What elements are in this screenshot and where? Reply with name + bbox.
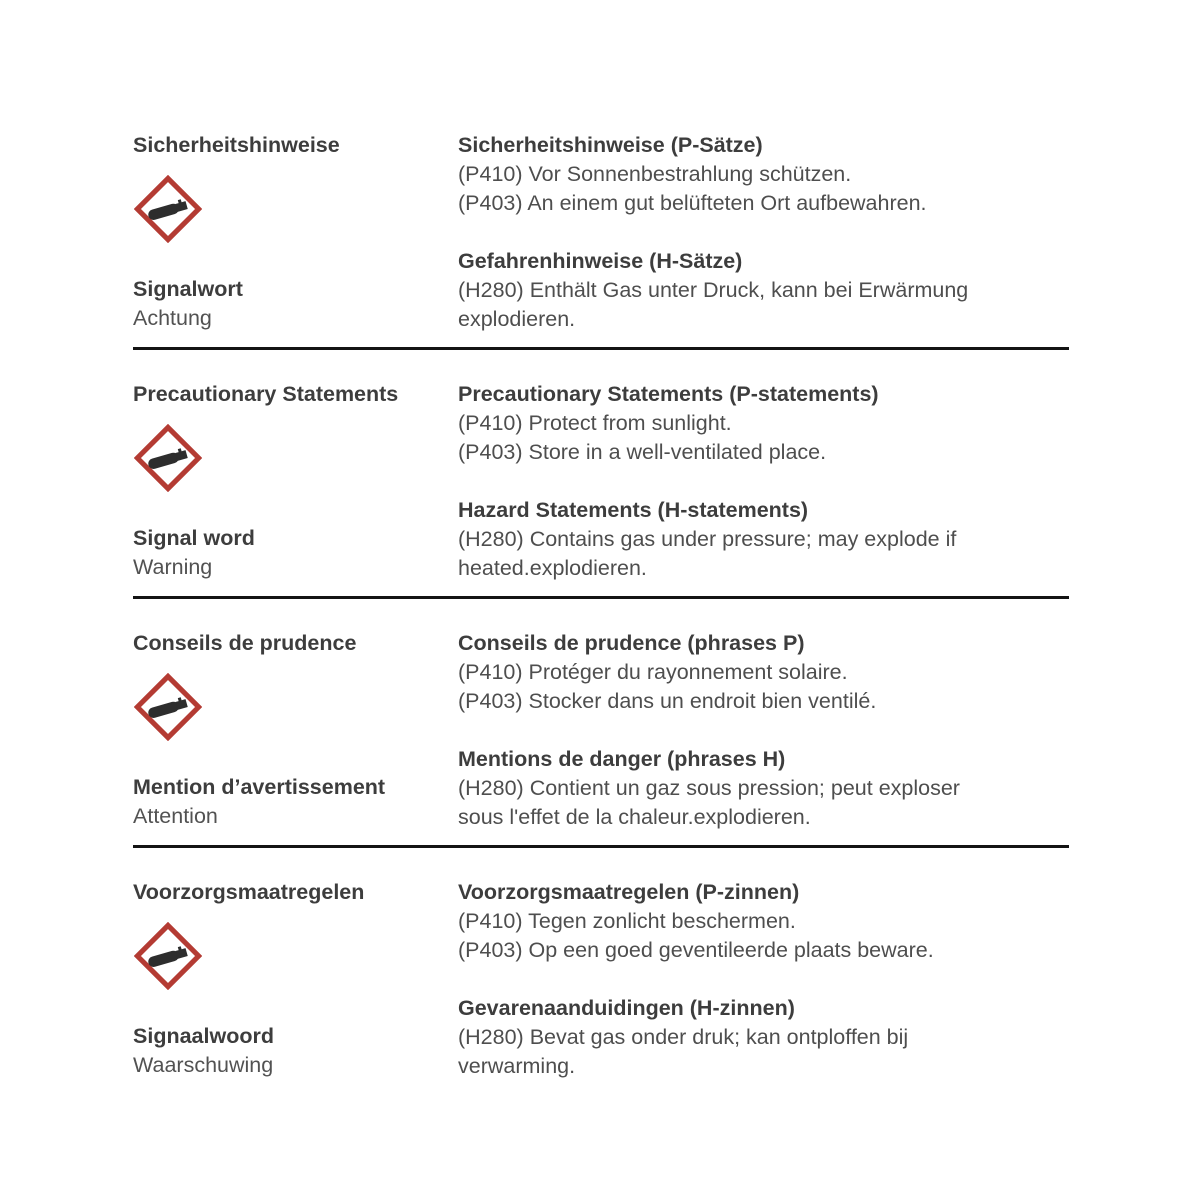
h280-statement-line-1: (H280) Enthält Gas unter Druck, kann bei Erwärmung: [458, 278, 969, 302]
ghs04-gas-cylinder-icon: [134, 673, 202, 741]
h280-statement-line-2: verwarming.: [458, 1054, 576, 1078]
section-left-column: [133, 380, 458, 582]
precautionary-heading: Sicherheitshinweise (P-Sätze): [458, 133, 763, 157]
section-title: Conseils de prudence: [133, 631, 357, 655]
p410-statement: (P410) Protéger du rayonnement solaire.: [458, 660, 848, 684]
section-right-column: [458, 878, 1069, 1081]
spacer: [458, 716, 1069, 745]
signal-word-value: Waarschuwing: [133, 1053, 274, 1077]
signal-word-label: Signal word: [133, 526, 255, 550]
section-title: Voorzorgsmaatregelen: [133, 880, 365, 904]
spacer: [458, 965, 1069, 994]
section-french: [133, 596, 1069, 845]
section-right-column: [458, 131, 1069, 334]
signal-word-value: Attention: [133, 804, 218, 828]
h280-statement-line-2: explodieren.: [458, 307, 576, 331]
hazard-info-sheet: [133, 101, 1069, 1094]
spacer: [458, 467, 1069, 496]
ghs04-gas-cylinder-icon: [134, 424, 202, 492]
h280-statement-line-1: (H280) Contains gas under pressure; may explode if: [458, 527, 957, 551]
section-english: [133, 347, 1069, 596]
signal-word-value: Achtung: [133, 306, 212, 330]
h280-statement-line-2: sous l'effet de la chaleur.explodieren.: [458, 805, 811, 829]
hazard-heading: Gevarenaanduidingen (H-zinnen): [458, 996, 795, 1020]
ghs04-gas-cylinder-icon: [134, 175, 202, 243]
section-left-column: [133, 878, 458, 1080]
section-german: [133, 101, 1069, 347]
p410-statement: (P410) Protect from sunlight.: [458, 411, 732, 435]
p403-statement: (P403) Stocker dans un endroit bien ventilé.: [458, 689, 877, 713]
signal-word-label: Mention d’avertissement: [133, 775, 386, 799]
precautionary-heading: Conseils de prudence (phrases P): [458, 631, 805, 655]
precautionary-heading: Precautionary Statements (P-statements): [458, 382, 879, 406]
signal-word-label: Signaalwoord: [133, 1024, 274, 1048]
section-left-column: [133, 629, 458, 831]
section-right-column: [458, 629, 1069, 832]
h280-statement-line-1: (H280) Bevat gas onder druk; kan ontploffen bij: [458, 1025, 909, 1049]
p410-statement: (P410) Vor Sonnenbestrahlung schützen.: [458, 162, 852, 186]
h280-statement-line-1: (H280) Contient un gaz sous pression; peut exploser: [458, 776, 960, 800]
section-title: Precautionary Statements: [133, 382, 399, 406]
section-dutch: [133, 845, 1069, 1094]
h280-statement-line-2: heated.explodieren.: [458, 556, 647, 580]
section-left-column: [133, 131, 458, 333]
signal-word-label: Signalwort: [133, 277, 243, 301]
precautionary-heading: Voorzorgsmaatregelen (P-zinnen): [458, 880, 800, 904]
hazard-heading: Gefahrenhinweise (H-Sätze): [458, 249, 743, 273]
p410-statement: (P410) Tegen zonlicht beschermen.: [458, 909, 796, 933]
p403-statement: (P403) Store in a well-ventilated place.: [458, 440, 827, 464]
p403-statement: (P403) Op een goed geventileerde plaats beware.: [458, 938, 934, 962]
section-right-column: [458, 380, 1069, 583]
spacer: [458, 218, 1069, 247]
signal-word-value: Warning: [133, 555, 213, 579]
hazard-heading: Hazard Statements (H-statements): [458, 498, 809, 522]
section-title: Sicherheitshinweise: [133, 133, 340, 157]
hazard-heading: Mentions de danger (phrases H): [458, 747, 786, 771]
p403-statement: (P403) An einem gut belüfteten Ort aufbewahren.: [458, 191, 927, 215]
ghs04-gas-cylinder-icon: [134, 922, 202, 990]
